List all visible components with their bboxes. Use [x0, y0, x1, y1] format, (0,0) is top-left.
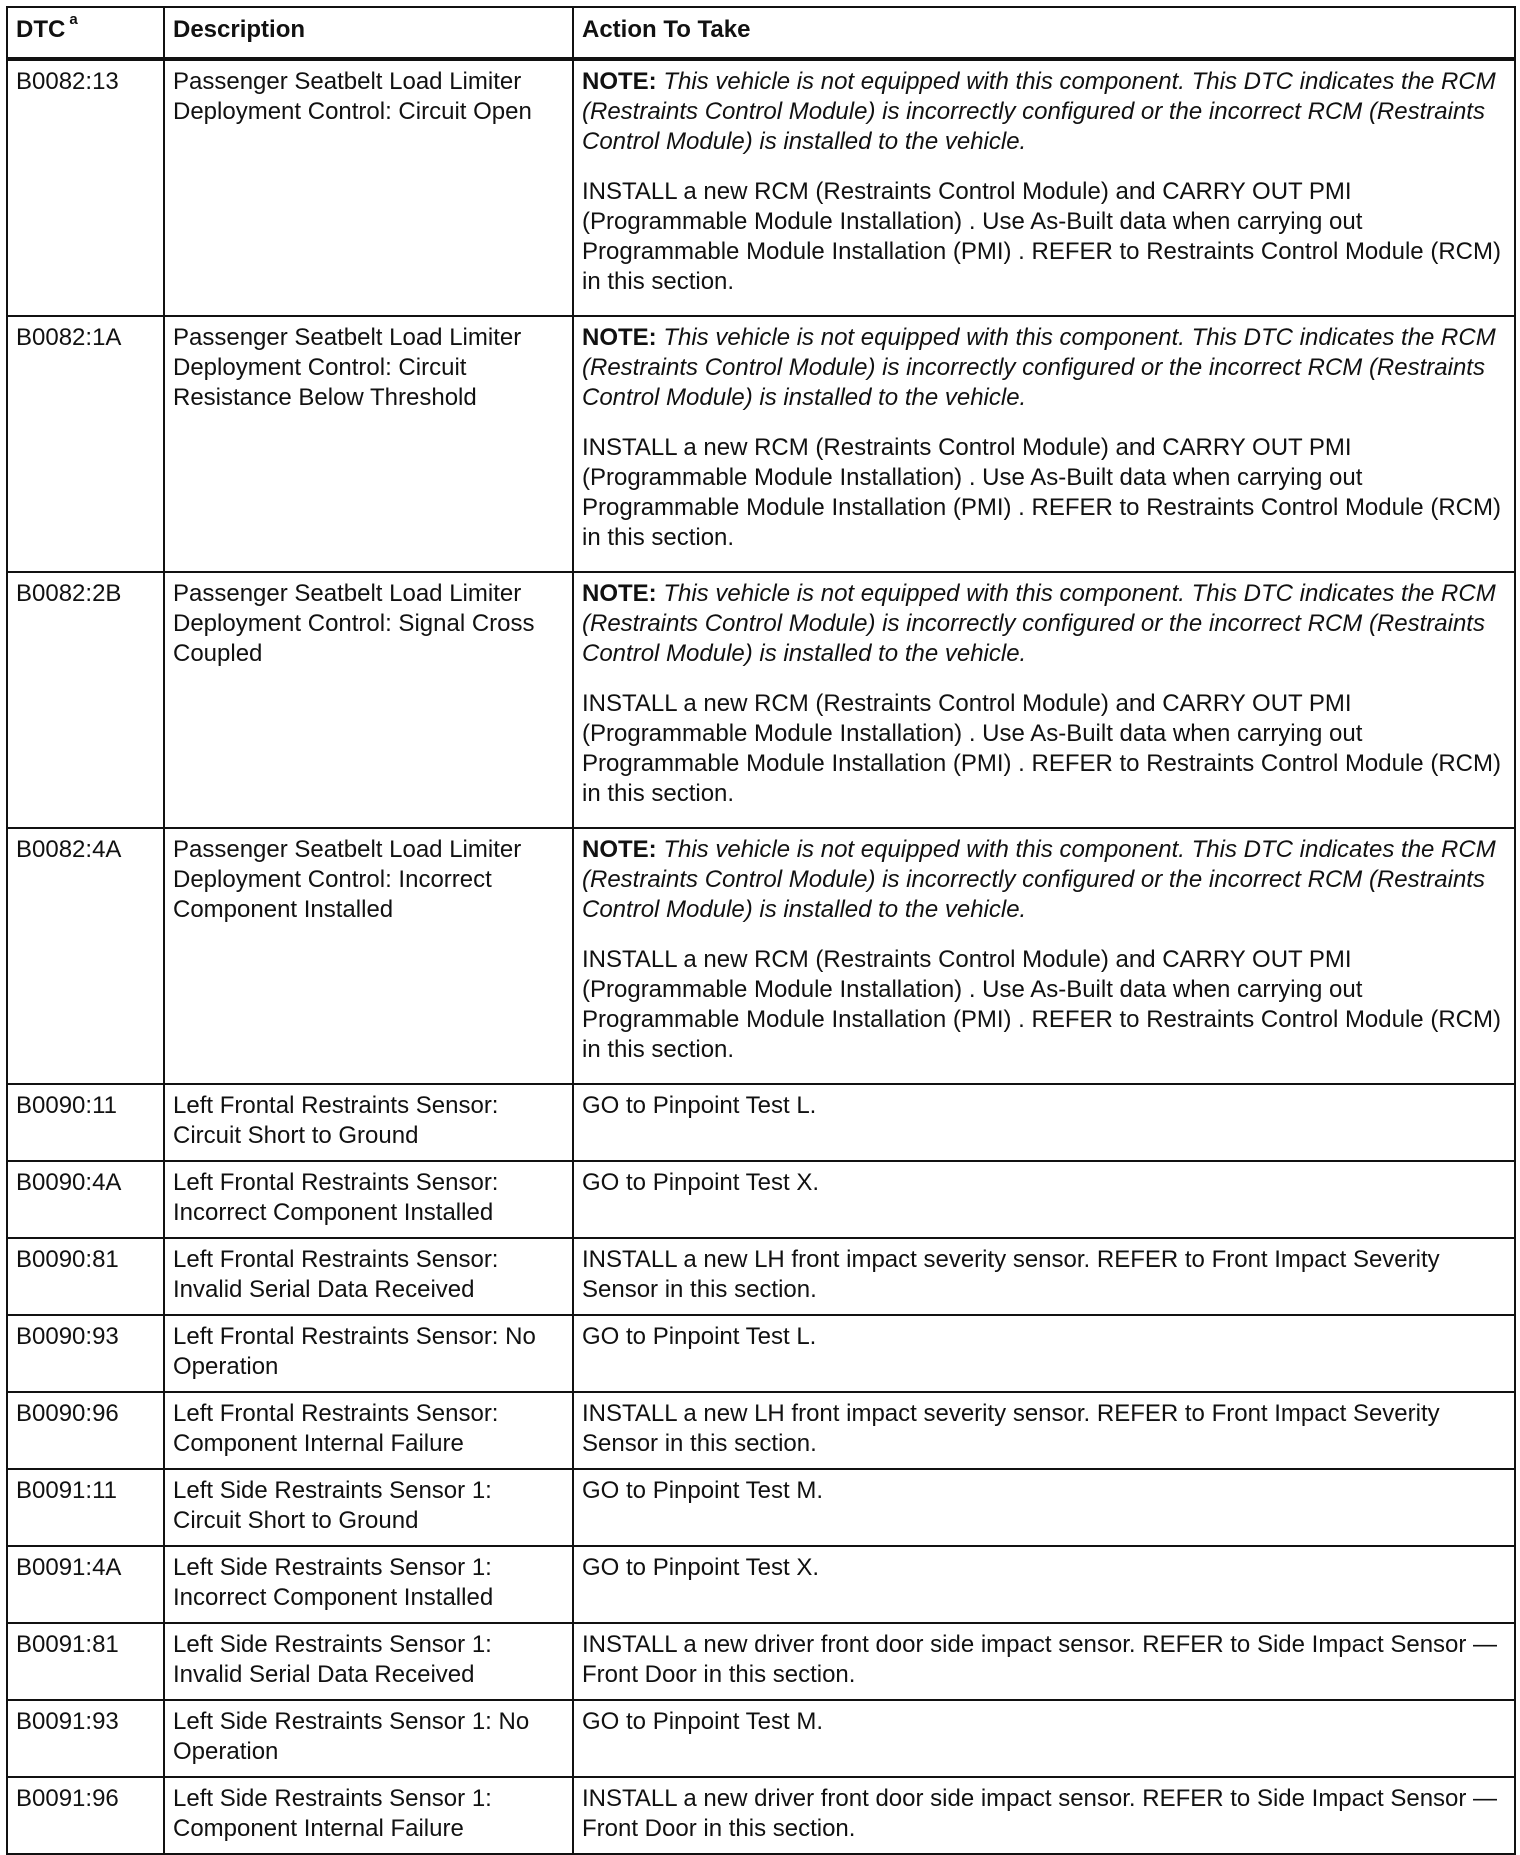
action-cell [573, 59, 1515, 316]
action-text: GO to Pinpoint Test X. [573, 1546, 1515, 1623]
table-row [7, 1084, 1515, 1161]
dtc-table [6, 6, 1516, 1855]
dtc-code: B0082:2B [7, 572, 164, 828]
dtc-code: B0090:11 [7, 1084, 164, 1161]
dtc-description: Left Side Restraints Sensor 1: Invalid Serial Data Received [164, 1623, 573, 1700]
header-action: Action To Take [573, 7, 1515, 59]
note-label: NOTE: [582, 580, 657, 607]
dtc-description: Left Side Restraints Sensor 1: Circuit Short to Ground [164, 1469, 573, 1546]
action-cell [573, 316, 1515, 572]
dtc-description: Left Frontal Restraints Sensor: Component Internal Failure [164, 1392, 573, 1469]
dtc-code: B0090:93 [7, 1315, 164, 1392]
dtc-description: Left Frontal Restraints Sensor: Invalid Serial Data Received [164, 1238, 573, 1315]
action-text: GO to Pinpoint Test X. [573, 1161, 1515, 1238]
table-row [7, 1469, 1515, 1546]
dtc-description: Left Frontal Restraints Sensor: Incorrect Component Installed [164, 1161, 573, 1238]
dtc-code: B0091:81 [7, 1623, 164, 1700]
action-text: INSTALL a new LH front impact severity sensor. REFER to Front Impact Severity Sensor in this section. [573, 1392, 1515, 1469]
header-dtc [7, 7, 164, 59]
dtc-code: B0082:4A [7, 828, 164, 1084]
action-text: INSTALL a new LH front impact severity sensor. REFER to Front Impact Severity Sensor in this section. [573, 1238, 1515, 1315]
note-text: This vehicle is not equipped with this component. This DTC indicates the RCM (Restraints Control Module) is incorrectly configured or the incorrect RCM (Restraints Control Module) is installed to the vehicle. [582, 836, 1496, 923]
table-row [7, 1546, 1515, 1623]
action-text: INSTALL a new RCM (Restraints Control Module) and CARRY OUT PMI (Programmable Module Installation) . Use As-Built data when carrying out Programmable Module Installation (PMI) . REFER to Restraints Control Module (RCM) in this section. [582, 178, 1501, 295]
dtc-description: Passenger Seatbelt Load Limiter Deployment Control: Signal Cross Coupled [164, 572, 573, 828]
note-label: NOTE: [582, 324, 657, 351]
action-cell [573, 828, 1515, 1084]
dtc-code: B0090:4A [7, 1161, 164, 1238]
dtc-code: B0082:13 [7, 59, 164, 316]
note-block [582, 835, 1506, 925]
header-description: Description [164, 7, 573, 59]
note-block [582, 67, 1506, 157]
note-text: This vehicle is not equipped with this component. This DTC indicates the RCM (Restraints Control Module) is incorrectly configured or the incorrect RCM (Restraints Control Module) is installed to the vehicle. [582, 68, 1496, 155]
note-label: NOTE: [582, 836, 657, 863]
action-text: INSTALL a new RCM (Restraints Control Module) and CARRY OUT PMI (Programmable Module Installation) . Use As-Built data when carrying out Programmable Module Installation (PMI) . REFER to Restraints Control Module (RCM) in this section. [582, 434, 1501, 551]
header-row [7, 7, 1515, 59]
table-row [7, 1392, 1515, 1469]
dtc-code: B0091:4A [7, 1546, 164, 1623]
action-text: GO to Pinpoint Test L. [573, 1315, 1515, 1392]
action-text: GO to Pinpoint Test M. [573, 1469, 1515, 1546]
note-block [582, 323, 1506, 413]
table-row [7, 1315, 1515, 1392]
note-label: NOTE: [582, 68, 657, 95]
table-body [7, 59, 1515, 1854]
dtc-description: Passenger Seatbelt Load Limiter Deployment Control: Circuit Resistance Below Threshold [164, 316, 573, 572]
dtc-code: B0082:1A [7, 316, 164, 572]
action-cell [573, 572, 1515, 828]
dtc-description: Passenger Seatbelt Load Limiter Deployment Control: Incorrect Component Installed [164, 828, 573, 1084]
dtc-description: Left Frontal Restraints Sensor: Circuit Short to Ground [164, 1084, 573, 1161]
note-block [582, 579, 1506, 669]
table-row [7, 1700, 1515, 1777]
note-text: This vehicle is not equipped with this component. This DTC indicates the RCM (Restraints Control Module) is incorrectly configured or the incorrect RCM (Restraints Control Module) is installed to the vehicle. [582, 580, 1496, 667]
table-row [7, 59, 1515, 316]
table-row [7, 1238, 1515, 1315]
table-row [7, 1777, 1515, 1854]
action-text: GO to Pinpoint Test M. [573, 1700, 1515, 1777]
dtc-code: B0090:81 [7, 1238, 164, 1315]
dtc-description: Left Side Restraints Sensor 1: Incorrect Component Installed [164, 1546, 573, 1623]
dtc-description: Passenger Seatbelt Load Limiter Deployment Control: Circuit Open [164, 59, 573, 316]
action-text: INSTALL a new driver front door side impact sensor. REFER to Side Impact Sensor — Front Door in this section. [573, 1777, 1515, 1854]
dtc-footnote-marker: a [69, 11, 78, 28]
dtc-description: Left Frontal Restraints Sensor: No Operation [164, 1315, 573, 1392]
dtc-code: B0091:11 [7, 1469, 164, 1546]
dtc-code: B0091:93 [7, 1700, 164, 1777]
action-text: GO to Pinpoint Test L. [573, 1084, 1515, 1161]
table-row [7, 828, 1515, 1084]
table-row [7, 572, 1515, 828]
action-text: INSTALL a new RCM (Restraints Control Module) and CARRY OUT PMI (Programmable Module Installation) . Use As-Built data when carrying out Programmable Module Installation (PMI) . REFER to Restraints Control Module (RCM) in this section. [582, 690, 1501, 807]
action-text: INSTALL a new driver front door side impact sensor. REFER to Side Impact Sensor — Front Door in this section. [573, 1623, 1515, 1700]
table-row [7, 316, 1515, 572]
table-row [7, 1161, 1515, 1238]
table-header [7, 7, 1515, 59]
table-row [7, 1623, 1515, 1700]
header-dtc-label: DTC [16, 16, 66, 43]
action-text: INSTALL a new RCM (Restraints Control Module) and CARRY OUT PMI (Programmable Module Installation) . Use As-Built data when carrying out Programmable Module Installation (PMI) . REFER to Restraints Control Module (RCM) in this section. [582, 946, 1501, 1063]
dtc-description: Left Side Restraints Sensor 1: No Operation [164, 1700, 573, 1777]
note-text: This vehicle is not equipped with this component. This DTC indicates the RCM (Restraints Control Module) is incorrectly configured or the incorrect RCM (Restraints Control Module) is installed to the vehicle. [582, 324, 1496, 411]
dtc-code: B0090:96 [7, 1392, 164, 1469]
dtc-code: B0091:96 [7, 1777, 164, 1854]
dtc-description: Left Side Restraints Sensor 1: Component Internal Failure [164, 1777, 573, 1854]
